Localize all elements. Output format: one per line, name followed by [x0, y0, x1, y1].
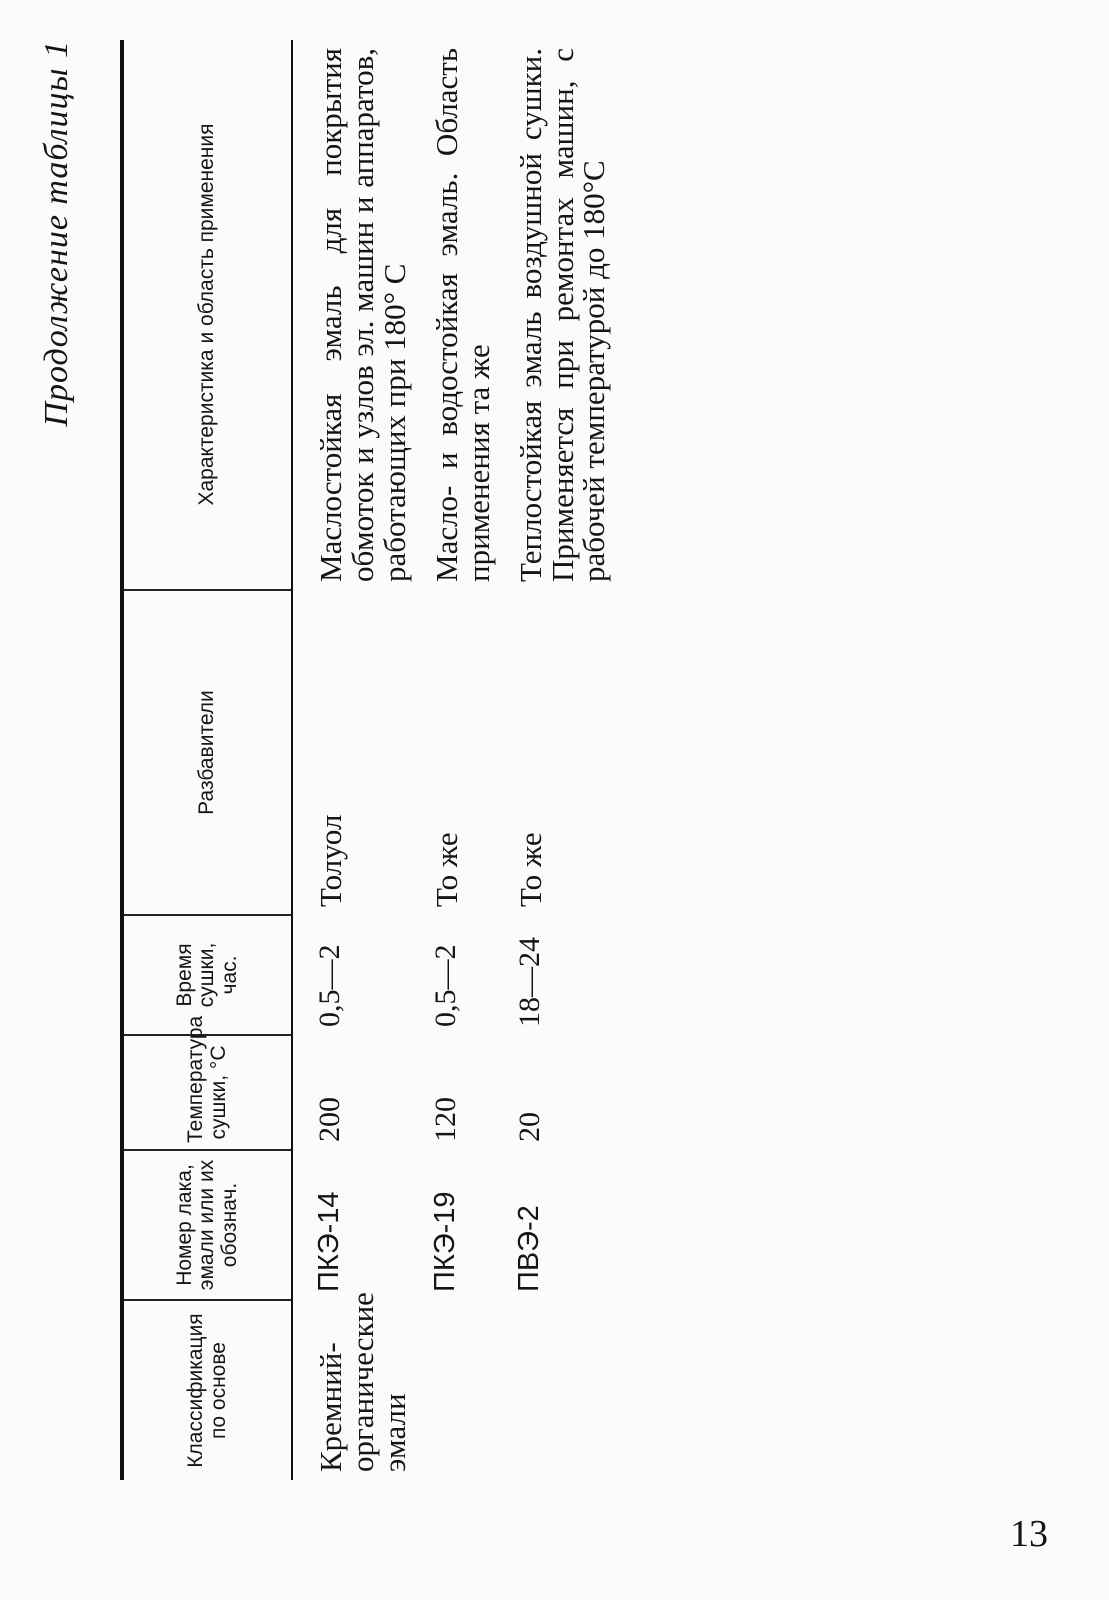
- cell-temperature: 20: [512, 1112, 546, 1142]
- cell-time: 0,5—2: [428, 944, 462, 1027]
- cell-time: 18—24: [512, 937, 546, 1027]
- cell-classification: Кремний-органические эмали: [313, 1292, 412, 1472]
- cell-description: Маслостойкая эмаль для покрытия обмоток и узлов эл. машин и аппаратов, работающих при 180° С: [313, 48, 412, 582]
- cell-description: Масло- и водостойкая эмаль. Область применения та же: [428, 48, 496, 582]
- cell-description: Теплостойкая эмаль воздушной сушки. Применяется при ремонтах машин, с рабочей температурой до 180°С: [512, 48, 612, 582]
- header-temperature: Температура сушки, °С: [122, 1035, 292, 1150]
- cell-solvent: То же: [428, 832, 464, 907]
- header-characteristics: Характеристика и область применения: [122, 40, 292, 590]
- header-classification: Классификация по основе: [122, 1300, 292, 1480]
- cell-number: ПКЭ-14: [313, 1191, 345, 1292]
- cell-solvent: Толуол: [313, 814, 348, 907]
- table-header-row: [122, 40, 292, 1480]
- table-title: Продолжение таблицы 1: [38, 40, 75, 427]
- cell-temperature: 120: [428, 1097, 462, 1142]
- page-number: 13: [1010, 1513, 1048, 1555]
- cell-temperature: 200: [313, 1097, 346, 1142]
- header-time: Время сушки, час.: [122, 915, 292, 1035]
- table-row: [419, 40, 503, 1480]
- table-row: [292, 40, 419, 1480]
- rotated-table-block: [38, 40, 1020, 1480]
- cell-number: ПВЭ-2: [512, 1205, 545, 1292]
- table-row: [503, 40, 1020, 1480]
- cell-number: ПКЭ-19: [428, 1191, 461, 1292]
- cell-solvent: То же: [512, 832, 548, 907]
- cell-time: 0,5—2: [313, 944, 346, 1027]
- cell-classification: [419, 1300, 503, 1480]
- header-number: Номер лака, эмали или их обознач.: [122, 1150, 292, 1300]
- enamels-table: [120, 40, 1020, 1480]
- header-solvents: Разбавители: [122, 590, 292, 915]
- cell-classification: [503, 1300, 1020, 1480]
